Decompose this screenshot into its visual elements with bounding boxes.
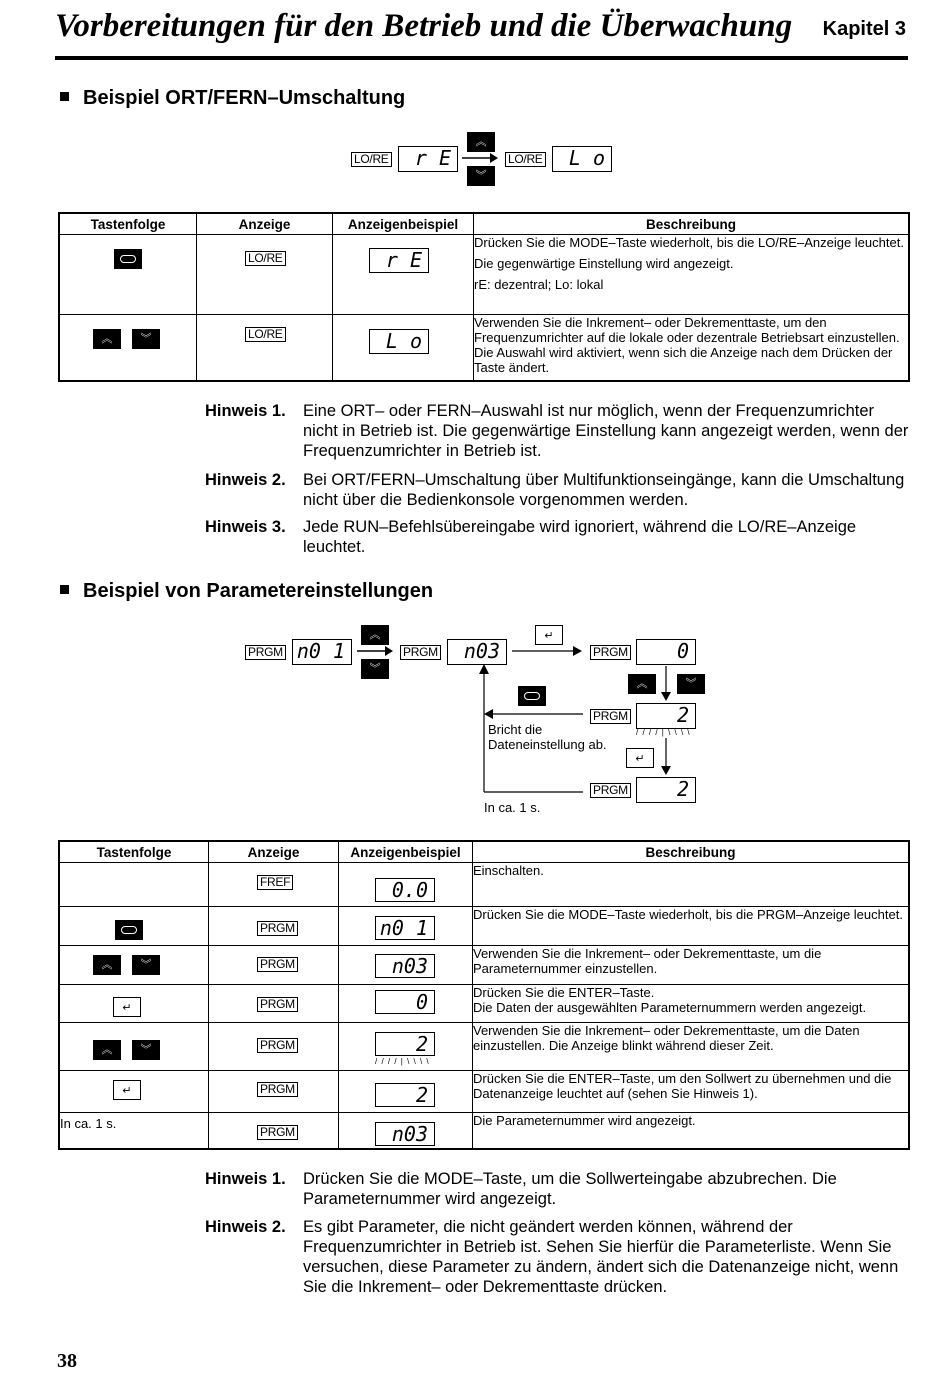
lcd-display: r E bbox=[398, 146, 458, 172]
section-title-text: Beispiel ORT/FERN–Umschaltung bbox=[83, 87, 406, 109]
col-header: Anzeige bbox=[197, 213, 333, 235]
decrement-key-icon: ︾ bbox=[361, 659, 389, 679]
row-description: rE: dezentral; Lo: lokal bbox=[474, 277, 604, 292]
row-description: Verwenden Sie die Inkrement– oder Dekrementtaste, um die Parameternummer einzustellen. bbox=[473, 946, 910, 985]
page-header-title: Vorbereitungen für den Betrieb und die Überwachung bbox=[55, 8, 793, 44]
arrow-right-icon bbox=[460, 152, 500, 164]
decrement-key-icon: ︾ bbox=[467, 166, 495, 186]
bullet-square-icon bbox=[60, 585, 69, 594]
prgm-indicator: PRGM bbox=[257, 997, 298, 1012]
lcd-display: 2 bbox=[636, 777, 696, 803]
prgm-indicator: PRGM bbox=[257, 1038, 298, 1053]
lore-indicator: LO/RE bbox=[245, 327, 286, 342]
enter-key-icon: ↵ bbox=[626, 748, 654, 768]
note-heading: Hinweis 1. bbox=[205, 1170, 286, 1188]
delay-caption: In ca. 1 s. bbox=[484, 800, 541, 815]
notes-section1 bbox=[205, 401, 915, 561]
row-description: Die gegenwärtige Einstellung wird angezeigt. bbox=[474, 256, 734, 271]
table-row bbox=[59, 985, 909, 1023]
blink-marks: / / / / | \ \ \ \ bbox=[375, 1057, 430, 1066]
note-text: Eine ORT– oder FERN–Auswahl ist nur möglich, wenn der Frequenzumrichter nicht in Betrieb ist. Die gegenwärtige Einstellung kann angezeigt werden, wenn der Frequenzumrichter in Betrieb ist. bbox=[303, 402, 909, 460]
parameter-table bbox=[58, 840, 910, 1150]
prgm-indicator: PRGM bbox=[257, 921, 298, 936]
increment-key-icon: ︽ bbox=[467, 132, 495, 152]
row-keys-text: In ca. 1 s. bbox=[59, 1113, 209, 1149]
note-heading: Hinweis 2. bbox=[205, 471, 286, 489]
header-rule bbox=[55, 56, 908, 60]
lcd-display: 2 bbox=[375, 1032, 435, 1056]
section-title-ort-fern bbox=[60, 87, 405, 110]
ort-fern-table bbox=[58, 212, 910, 382]
col-header: Tastenfolge bbox=[59, 213, 197, 235]
lcd-display: r E bbox=[369, 248, 429, 273]
row-description: Verwenden Sie die Inkrement– oder Dekrementtaste, um den Frequenzumrichter auf die lokale oder dezentrale Betriebsart einzustellen. Die Auswahl wird aktiviert, wenn sich die Anzeige nach dem Drücken der Taste ändert. bbox=[474, 315, 900, 375]
note-text: Bei ORT/FERN–Umschaltung über Multifunktionseingänge, kann die Umschaltung nicht über die Bedienkonsole vorgenommen werden. bbox=[303, 471, 905, 509]
lcd-display: L o bbox=[552, 146, 612, 172]
note-text: Jede RUN–Befehlsübereingabe wird ignoriert, während die LO/RE–Anzeige leuchtet. bbox=[303, 518, 857, 556]
increment-key-icon: ︽ bbox=[93, 329, 121, 349]
enter-key-icon: ↵ bbox=[113, 997, 141, 1017]
col-header: Anzeigenbeispiel bbox=[339, 841, 473, 863]
arrow-down-icon bbox=[660, 666, 672, 702]
increment-key-icon: ︽ bbox=[93, 955, 121, 975]
bullet-square-icon bbox=[60, 92, 69, 101]
lcd-display: n03 bbox=[375, 1122, 435, 1146]
note-heading: Hinweis 1. bbox=[205, 402, 286, 420]
increment-key-icon: ︽ bbox=[628, 674, 656, 694]
prgm-indicator: PRGM bbox=[257, 957, 298, 972]
fref-indicator: FREF bbox=[257, 875, 293, 890]
arrow-right-icon bbox=[355, 645, 395, 657]
lcd-display: 0 bbox=[636, 639, 696, 665]
lcd-display: 2 bbox=[375, 1083, 435, 1107]
note-text: Es gibt Parameter, die nicht geändert werden können, während der Frequenzumrichter in Betrieb ist. Sehen Sie hierfür die Parameterliste. Wenn Sie versuchen, diese Parameter zu ändern, ändert sich die Datenanzeige nicht, wenn Sie die Inkrement– oder Dekrementtaste drücken. bbox=[303, 1218, 899, 1296]
lcd-display: n0 1 bbox=[375, 916, 435, 940]
page-number: 38 bbox=[57, 1350, 77, 1372]
notes-section2 bbox=[205, 1169, 915, 1309]
table-row bbox=[59, 315, 909, 381]
increment-key-icon: ︽ bbox=[361, 625, 389, 645]
mode-key-icon bbox=[114, 249, 142, 269]
col-header: Anzeigenbeispiel bbox=[333, 213, 474, 235]
decrement-key-icon: ︾ bbox=[132, 955, 160, 975]
abort-caption: Bricht die Dateneinstellung ab. bbox=[488, 722, 607, 752]
chapter-label: Kapitel 3 bbox=[822, 18, 906, 40]
increment-key-icon: ︽ bbox=[93, 1040, 121, 1060]
decrement-key-icon: ︾ bbox=[132, 329, 160, 349]
prgm-indicator: PRGM bbox=[245, 645, 286, 660]
lcd-display: n03 bbox=[447, 639, 507, 665]
row-description: Drücken Sie die ENTER–Taste, um den Sollwert zu übernehmen und die Datenanzeige leuchtet auf (sehen Sie Hinweis 1). bbox=[473, 1071, 910, 1113]
arrow-right-icon bbox=[510, 645, 585, 657]
lcd-display: 2 bbox=[636, 703, 696, 729]
note-heading: Hinweis 3. bbox=[205, 518, 286, 536]
table-row bbox=[59, 1113, 909, 1149]
table-row bbox=[59, 863, 909, 907]
col-header: Tastenfolge bbox=[59, 841, 209, 863]
col-header: Anzeige bbox=[209, 841, 339, 863]
table-row bbox=[59, 1071, 909, 1113]
row-description: Verwenden Sie die Inkrement– oder Dekrementtaste, um die Daten einzustellen. Die Anzeige blinkt während dieser Zeit. bbox=[473, 1023, 910, 1071]
prgm-indicator: PRGM bbox=[590, 783, 631, 798]
lore-indicator: LO/RE bbox=[351, 152, 392, 167]
lcd-display: n0 1 bbox=[292, 639, 352, 665]
section-title-parameter bbox=[60, 580, 433, 603]
decrement-key-icon: ︾ bbox=[132, 1040, 160, 1060]
table-row bbox=[59, 235, 909, 315]
section-title-text: Beispiel von Parametereinstellungen bbox=[83, 580, 434, 602]
lcd-display: 0 bbox=[375, 990, 435, 1014]
prgm-indicator: PRGM bbox=[590, 645, 631, 660]
row-description: Einschalten. bbox=[473, 863, 910, 907]
lcd-display: 0.0 bbox=[375, 878, 435, 902]
lore-indicator: LO/RE bbox=[245, 251, 286, 266]
table-row bbox=[59, 1023, 909, 1071]
blink-marks: / / / / | \ \ \ \ bbox=[636, 728, 691, 737]
note-text: Drücken Sie die MODE–Taste, um die Sollwerteingabe abzubrechen. Die Parameternummer wird angezeigt. bbox=[303, 1170, 837, 1208]
row-description: Drücken Sie die ENTER–Taste. Die Daten der ausgewählten Parameternummern werden angezeigt. bbox=[473, 985, 910, 1023]
enter-key-icon: ↵ bbox=[535, 625, 563, 645]
col-header: Beschreibung bbox=[473, 841, 910, 863]
mode-key-icon bbox=[115, 920, 143, 940]
prgm-indicator: PRGM bbox=[257, 1125, 298, 1140]
lore-indicator: LO/RE bbox=[505, 152, 546, 167]
lcd-display: L o bbox=[369, 329, 429, 354]
arrow-down-icon bbox=[660, 738, 672, 776]
table-row bbox=[59, 907, 909, 946]
row-description: Die Parameternummer wird angezeigt. bbox=[473, 1113, 910, 1149]
prgm-indicator: PRGM bbox=[590, 709, 631, 724]
decrement-key-icon: ︾ bbox=[677, 674, 705, 694]
prgm-indicator: PRGM bbox=[257, 1082, 298, 1097]
row-description: Drücken Sie die MODE–Taste wiederholt, bis die LO/RE–Anzeige leuchtet. bbox=[474, 235, 904, 250]
note-heading: Hinweis 2. bbox=[205, 1218, 286, 1236]
prgm-indicator: PRGM bbox=[400, 645, 441, 660]
enter-key-icon: ↵ bbox=[113, 1080, 141, 1100]
table-row bbox=[59, 946, 909, 985]
col-header: Beschreibung bbox=[474, 213, 910, 235]
row-description: Drücken Sie die MODE–Taste wiederholt, bis die PRGM–Anzeige leuchtet. bbox=[473, 907, 910, 946]
lcd-display: n03 bbox=[375, 954, 435, 978]
